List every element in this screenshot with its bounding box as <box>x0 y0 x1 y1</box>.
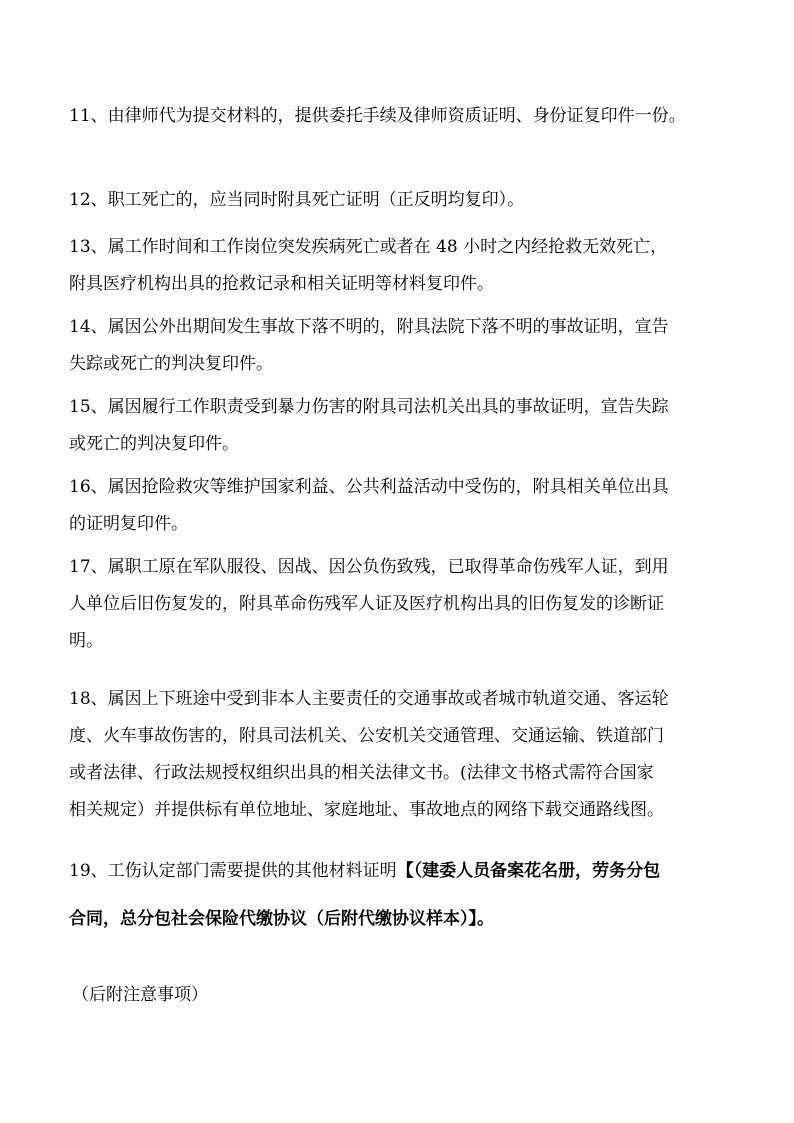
item-11: 11、由律师代为提交材料的，提供委托手续及律师资质证明、身份证复印件一份。 <box>69 106 686 126</box>
item-14: 14、属因公外出期间发生事故下落不明的，附具法院下落不明的事故证明，宣告 失踪或死亡的判决复印件。 <box>69 317 669 374</box>
item-15: 15、属因履行工作职责受到暴力伤害的附具司法机关出具的事故证明，宣告失踪 或死亡的判决复印件。 <box>69 397 669 454</box>
attachment-note: （后附注意事项） <box>72 985 208 1005</box>
item-12: 12、职工死亡的，应当同时附具死亡证明（正反明均复印）。 <box>69 190 525 210</box>
item-16: 16、属因抢险救灾等维护国家利益、公共利益活动中受伤的，附具相关单位出具 的证明复印件。 <box>69 477 669 534</box>
item-19 <box>69 847 737 943</box>
item-17: 17、属职工原在军队服役、因战、因公负伤致残，已取得革命伤残军人证，到用 人单位后旧伤复发的，附具革命伤残军人证及医疗机构出具的旧伤复发的诊断证 明。 <box>69 557 669 651</box>
item-18: 18、属因上下班途中受到非本人主要责任的交通事故或者城市轨道交通、客运轮 度、火车事故伤害的，附具司法机关、公安机关交通管理、交通运输、铁道部门 或者法律、行政法规授权组织出具的相关法律文书。(法律文书格式需符合国家 相关规定）并提供标有单位地址、家庭地址、事故地点的网络下载交通路线图。 <box>69 689 669 820</box>
item-13: 13、属工作时间和工作岗位突发疾病死亡或者在 48 小时之内经抢救无效死亡， 附具医疗机构出具的抢救记录和相关证明等材料复印件。 <box>69 237 668 294</box>
item-19-bold-text: 【（建委人员备案花名册，劳务分包 合同，总分包社会保险代缴协议（后附代缴协议样本）】。 <box>69 861 661 929</box>
item-19-text: 19、工伤认定部门需要提供的其他材料证明 <box>69 861 397 881</box>
